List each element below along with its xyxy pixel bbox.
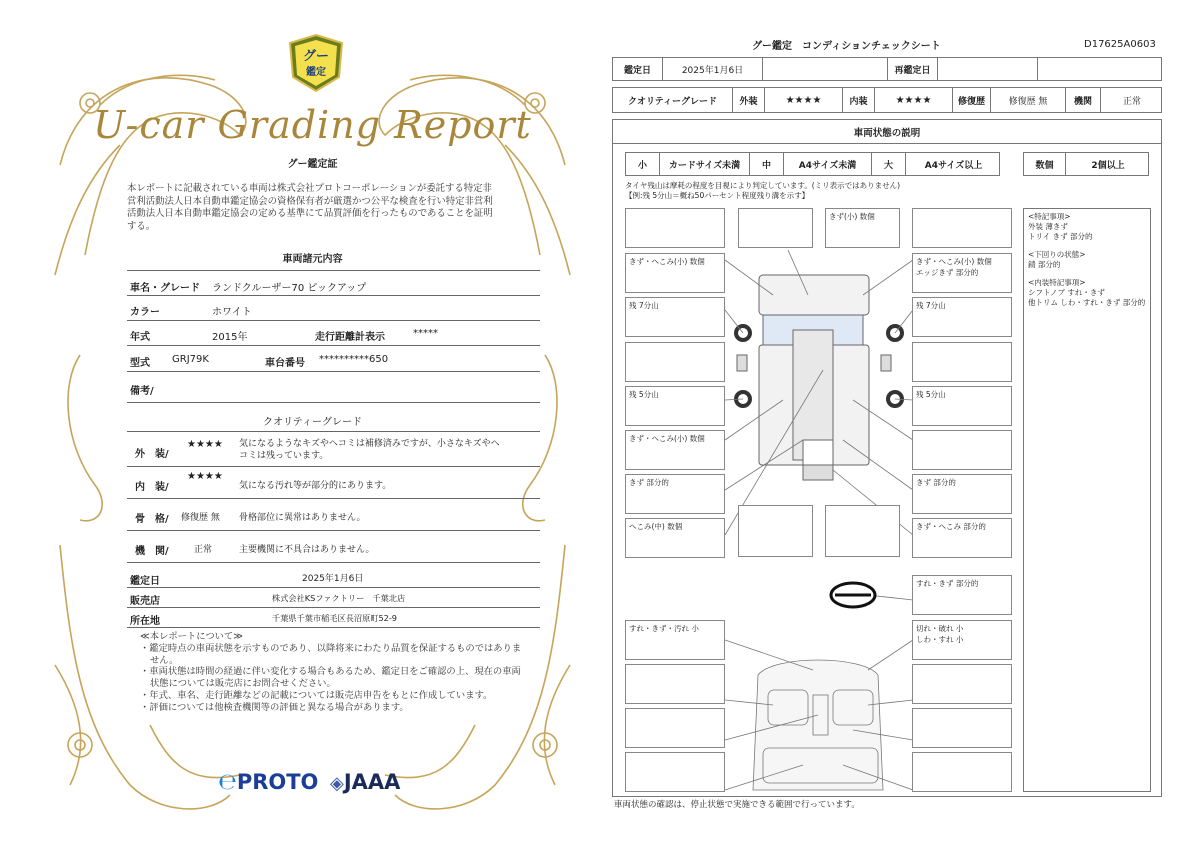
interior-label: 内 装/ xyxy=(135,482,169,493)
report-title: U-car Grading Report xyxy=(93,103,532,147)
model-row xyxy=(127,346,540,372)
date-bar xyxy=(612,57,1162,81)
chassis-value: **********650 xyxy=(319,354,389,365)
badge-bottom-text: 鑑定 xyxy=(306,67,326,78)
count-legend xyxy=(1023,152,1149,176)
dealer-label: 販売店 xyxy=(130,596,160,607)
interior-row xyxy=(127,467,540,499)
exterior-stars: ★★★★ xyxy=(187,439,223,450)
year-label: 年式 xyxy=(130,332,150,343)
ext-label: 外装 xyxy=(733,88,765,112)
slot-int-left2 xyxy=(625,664,725,704)
address-row xyxy=(127,608,540,628)
slot-rear-right xyxy=(825,505,900,557)
slot-left-dent2: きず・へこみ(小) 数個 xyxy=(625,430,725,470)
remarks-label: 備考/ xyxy=(130,386,154,397)
jaaa-logo: ◈JAAA xyxy=(330,770,401,794)
year-value: 2015年 xyxy=(212,332,248,343)
model-label: 型式 xyxy=(130,358,150,369)
exterior-note: 気になるようなキズやヘコミは補修済みですが、小さなキズやヘコミは残っています。 xyxy=(239,439,500,461)
specs-heading: 車両諸元内容 xyxy=(282,254,343,265)
size-large-desc: A4サイズ以上 xyxy=(924,160,983,171)
jaaa-diamond-icon: ◈ xyxy=(330,773,344,794)
slot-left-rear-tire: 残 5分山 xyxy=(625,386,725,426)
remarks-panel xyxy=(1023,208,1151,792)
dealer-row xyxy=(127,588,540,608)
date-value: 2025年1月6日 xyxy=(302,574,364,584)
int-label: 内装 xyxy=(843,88,875,112)
address-value: 千葉県千葉市稲毛区長沼原町52-9 xyxy=(272,613,398,623)
qg-label: クオリティーグレード xyxy=(613,88,733,112)
interior-text: シフトノブ すれ・きず 他トリム しわ・すれ・きず 部分的 xyxy=(1028,288,1146,307)
chassis-label: 車台番号 xyxy=(265,358,305,369)
count-desc: 2個以上 xyxy=(1091,160,1125,171)
section-title: 車両状態の説明 xyxy=(613,120,1161,144)
proto-logo: ℮PROTO xyxy=(218,770,319,795)
frame-value: 修復歴 無 xyxy=(181,513,220,523)
mileage-label: 走行距離計表示 xyxy=(315,332,385,343)
sheet-title: グー鑑定 コンディションチェックシート xyxy=(752,41,941,52)
note-1: ・鑑定時点の車両状態を示すものであり、以降将来にわたり品質を保証するものではありません。 xyxy=(140,642,522,666)
slot-int-right2 xyxy=(912,664,1012,704)
slot-left-scratch: きず 部分的 xyxy=(625,474,725,514)
slot-right-mid xyxy=(912,342,1012,382)
slot-left-front-tire: 残 7分山 xyxy=(625,297,725,337)
ext-stars: ★★★★ xyxy=(765,88,843,112)
frame-label: 骨 格/ xyxy=(135,514,169,525)
under-text: 錆 部分的 xyxy=(1028,260,1061,269)
interior-note: 気になる汚れ等が部分的にあります。 xyxy=(239,481,392,491)
model-value: GRJ79K xyxy=(172,354,209,365)
badge-top-text: グー xyxy=(302,49,329,64)
tire-note-2: 【例:残 5分山＝概ね50パーセント程度残り溝を示す】 xyxy=(625,191,810,200)
slot-right-rear-tire: 残 5分山 xyxy=(912,386,1012,426)
note-4: ・評価については他検査機関等の評価と異なる場合があります。 xyxy=(140,701,409,713)
slot-front-left xyxy=(738,208,813,248)
frame-row xyxy=(127,499,540,531)
redate-value xyxy=(938,58,1038,80)
engine-label: 機関 xyxy=(1066,88,1101,112)
sheet-code: D17625A0603 xyxy=(1084,39,1156,50)
special-text: 外装 薄きず トリイ きず 部分的 xyxy=(1028,222,1093,241)
date-label: 鑑定日 xyxy=(613,58,663,80)
frame-note: 骨格部位に異常はありません。 xyxy=(239,513,366,523)
note-3: ・年式、車名、走行距離などの記載については販売店申告をもとに作成しています。 xyxy=(140,689,493,701)
slot-right-front-tire: 残 7分山 xyxy=(912,297,1012,337)
report-notes xyxy=(140,631,530,714)
slot-int-right3 xyxy=(912,708,1012,748)
steering-wheel-icon xyxy=(831,583,875,607)
interior-title: <内装特記事項> xyxy=(1028,278,1086,287)
engine-value: 正常 xyxy=(194,545,213,555)
exterior-row xyxy=(127,431,540,467)
car-name-label: 車名・グレード xyxy=(130,283,200,294)
date-value: 2025年1月6日 xyxy=(663,58,763,80)
slot-front-right: きず(小) 数個 xyxy=(825,208,900,248)
date-label: 鑑定日 xyxy=(130,576,160,587)
grading-certificate xyxy=(40,25,585,825)
redate-label: 再鑑定日 xyxy=(888,58,938,80)
slot-right-blank2 xyxy=(912,430,1012,470)
mileage-value: ***** xyxy=(413,328,438,339)
condition-check-sheet xyxy=(612,0,1164,848)
quality-heading: クオリティーグレード xyxy=(263,417,362,428)
engine-row xyxy=(127,531,540,563)
size-legend xyxy=(625,152,1000,176)
slot-fr-top xyxy=(912,208,1012,248)
special-title: <特記事項> xyxy=(1028,212,1071,221)
slot-int-left3 xyxy=(625,708,725,748)
slot-rear-left xyxy=(738,505,813,557)
car-name-row xyxy=(127,270,540,296)
size-large: 大 xyxy=(872,153,906,175)
slot-left-dent: きず・へこみ(小) 数個 xyxy=(625,253,725,293)
slot-right-dent: きず・へこみ(小) 数個 エッジきず 部分的 xyxy=(912,253,1012,293)
engine-label: 機 関/ xyxy=(135,546,169,557)
size-small: 小 xyxy=(626,153,660,175)
year-row xyxy=(127,321,540,346)
slot-right-dent3: きず・へこみ 部分的 xyxy=(912,518,1012,558)
repair-label: 修復歴 xyxy=(953,88,991,112)
cert-title: グー鑑定証 xyxy=(287,159,338,170)
engine-value: 正常 xyxy=(1122,96,1141,107)
date-empty xyxy=(763,58,888,80)
slot-fl-top xyxy=(625,208,725,248)
condition-panel xyxy=(612,119,1162,797)
goo-kantei-badge xyxy=(287,33,345,93)
tire-note-1: タイヤ残山は摩耗の程度を目視により判定しています。(ミリ表示ではありません) xyxy=(625,181,901,190)
color-value: ホワイト xyxy=(212,307,252,318)
car-name-value: ランドクルーザー70 ピックアップ xyxy=(212,283,367,294)
under-title: <下回りの状態> xyxy=(1028,250,1086,259)
size-mid-desc: A4サイズ未満 xyxy=(784,153,872,175)
color-label: カラー xyxy=(130,307,160,318)
slot-left-mid xyxy=(625,342,725,382)
sheet-footer: 車両状態の確認は、停止状態で実施できる範囲で行っています。 xyxy=(614,800,860,810)
cert-text: 本レポートに記載されている車両は株式会社プロトコーポレーションが委託する特定非営利活動法人日本自動車鑑定協会の資格保有者が厳選かつ公平な検査を行い特定非営利活動法人日本自動車鑑定協会の定める基準にて品質評価を行ったものであることを証明する。 xyxy=(127,183,493,232)
dealer-value: 株式会社KSファクトリー 千葉北店 xyxy=(272,593,406,603)
slot-right-scratch: きず 部分的 xyxy=(912,474,1012,514)
note-2: ・車両状態は時間の経過に伴い変化する場合もあるため、鑑定日をご確認の上、現在の車両状態については販売店にお問合せください。 xyxy=(140,666,521,690)
slot-steering: すれ・きず 部分的 xyxy=(912,575,1012,615)
notes-title: ≪本レポートについて≫ xyxy=(140,631,243,642)
size-mid: 中 xyxy=(750,153,784,175)
int-stars: ★★★★ xyxy=(875,88,953,112)
color-row xyxy=(127,296,540,321)
slot-int-left: すれ・きず・汚れ 小 xyxy=(625,620,725,660)
slot-left-dent-mid: へこみ(中) 数個 xyxy=(625,518,725,558)
interior-stars: ★★★★ xyxy=(187,471,223,482)
slot-int-right: 切れ・破れ 小 しわ・すれ 小 xyxy=(912,620,1012,660)
grade-bar xyxy=(612,87,1162,113)
size-small-desc: カードサイズ未満 xyxy=(660,153,750,175)
proto-e-icon: ℮ xyxy=(218,770,237,795)
slot-int-left4 xyxy=(625,752,725,792)
slot-int-right4 xyxy=(912,752,1012,792)
remarks-row xyxy=(127,372,540,403)
date-row xyxy=(127,566,540,588)
address-label: 所在地 xyxy=(130,616,160,627)
repair-value: 修復歴 無 xyxy=(991,88,1066,112)
engine-note: 主要機関に不具合はありません。 xyxy=(239,545,375,555)
count-label: 数個 xyxy=(1024,153,1066,175)
exterior-label: 外 装/ xyxy=(135,449,169,460)
